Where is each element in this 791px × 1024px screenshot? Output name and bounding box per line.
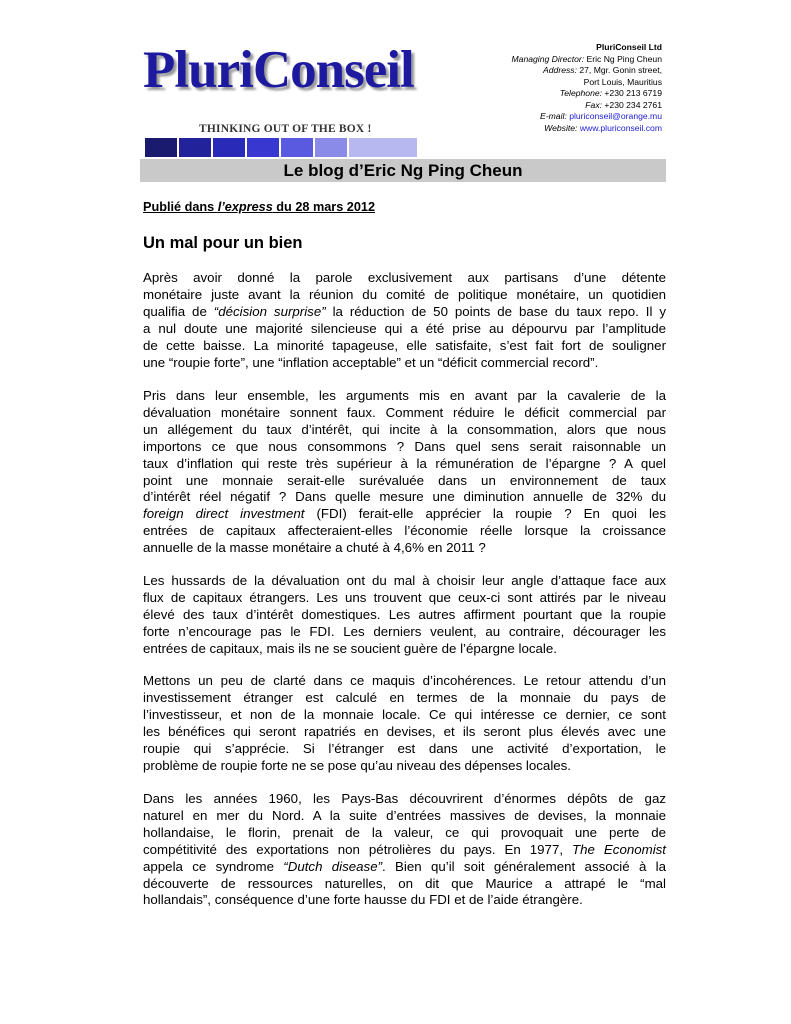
website-link[interactable]: www.pluriconseil.com <box>579 122 662 133</box>
logo-bar <box>281 138 313 157</box>
text-line: les bénéfices qui seront rapatriés en devises, et ils seront plus élevés avec une <box>143 723 666 739</box>
email-line: E-mail: pluriconseil@orange.mu <box>540 111 662 121</box>
text-line: monétaire juste avant la réunion du comité de politique monétaire, un quotidien <box>143 286 666 302</box>
publication-line: Publié dans l’express du 28 mars 2012 <box>143 200 376 214</box>
text-line: entrées de capitaux, mais ils ne se soucient guère de l’épargne locale. <box>143 640 557 656</box>
logo-bar <box>247 138 279 157</box>
text-line: importons ce que nous consommons ? Dans quel sens serait raisonnable un <box>143 438 666 454</box>
text-line: investissement étranger est calculé en termes de la monnaie du pays de <box>143 689 666 705</box>
text-line: qualifia de “décision surprise” la réduction de 50 points de base du taux repo. Il y <box>143 303 666 319</box>
address-line-2: Port Louis, Mauritius <box>583 76 662 87</box>
text-line: élevé des taux d’intérêt domestiques. Les autres affirment pourtant que la roupie <box>143 606 666 622</box>
text-line: une “roupie forte”, une “inflation acceptable” et un “déficit commercial record”. <box>143 354 599 370</box>
text-line: appela ce syndrome “Dutch disease”. Bien qu’il soit généralement associé à la <box>143 858 666 874</box>
text-line: flux de capitaux étrangers. Les uns trouvent que ceux-ci sont attirés par le niveau <box>143 589 666 605</box>
text-line: dévaluation monétaire sonnent faux. Comment réduire le déficit commercial par <box>143 404 666 420</box>
company-name: PluriConseil Ltd <box>596 42 662 52</box>
paragraph-3 <box>143 573 666 658</box>
logo-wordmark: PluriConseil <box>143 41 414 99</box>
text-line: Les hussards de la dévaluation ont du mal à choisir leur angle d’attaque face aux <box>143 573 666 588</box>
text-line: Après avoir donné la parole exclusivement aux partisans d’une détente <box>143 270 666 285</box>
telephone-line: Telephone: +230 213 6719 <box>559 88 662 98</box>
text-line: d’intérêt réel négatif ? Dans quelle mesure une diminution annuelle de 32% du <box>143 489 666 505</box>
fax-line: Fax: +230 234 2761 <box>585 99 662 110</box>
logo-bar <box>213 138 245 157</box>
text-line: Mettons un peu de clarté dans ce maquis d’incohérences. Le retour attendu d’un <box>143 673 666 688</box>
text-line: l’investisseur, et non de la monnaie locale. Ce qui intéresse ce dernier, ce sont <box>143 706 666 722</box>
logo-bar <box>315 138 347 157</box>
text-line: hollandais”, conséquence d’une forte hausse du FDI et de l’aide étrangère. <box>143 892 583 908</box>
logo-bar <box>349 138 417 157</box>
text-line: problème de roupie forte ne se pose qu’au niveau des dépenses locales. <box>143 757 572 773</box>
website-line: Website: www.pluriconseil.com <box>544 122 662 133</box>
text-line: roupie qui s’apprécie. Si l’étranger est dans une activité d’exportation, le <box>143 740 666 756</box>
text-line: naturel en mer du Nord. A la suite d’entrées massives de devises, la monnaie <box>143 807 666 823</box>
text-line: découverte de ressources naturelles, on dit que Maurice a attrapé le “mal <box>143 875 666 891</box>
paragraph-5 <box>143 791 666 909</box>
company-logo <box>143 40 433 140</box>
text-line: entrées de capitaux affecteraient-elles l’économie réelle lorsque la croissance <box>143 523 666 539</box>
text-line: a nul doute une majorité silencieuse qui a été prise au dépourvu par l’amplitude <box>143 320 666 336</box>
text-line: de cette baisse. La minorité tapageuse, elle satisfaite, s’est fait fort de souligner <box>143 337 666 353</box>
logo-bar <box>145 138 177 157</box>
text-line: forte n’encourage pas le FDI. Les derniers veulent, au contraire, décourager les <box>143 623 666 639</box>
paragraph-1 <box>143 270 666 371</box>
article-title: Un mal pour un bien <box>143 234 303 252</box>
text-line: compétitivité des exportations non pétrolières du pays. En 1977, The Economist <box>143 841 667 857</box>
contact-block <box>402 42 662 134</box>
logo-tagline: THINKING OUT OF THE BOX ! <box>199 123 372 135</box>
text-line: point une monnaie serait-elle surévaluée dans un environnement de taux <box>143 472 666 488</box>
paragraph-2 <box>143 388 666 557</box>
text-line: annuelle de la masse monétaire a chuté à 4,6% en 2011 ? <box>143 540 486 556</box>
text-line: Dans les années 1960, les Pays-Bas découvrirent d’énormes dépôts de gaz <box>143 791 666 806</box>
text-line: Pris dans leur ensemble, les arguments mis en avant par la cavalerie de la <box>143 388 666 403</box>
address-line-1: Address: 27, Mgr. Gonin street, <box>543 65 662 75</box>
paragraph-4 <box>143 673 666 774</box>
text-line: hollandaise, le florin, prenait de la valeur, ce qui provoquait une perte de <box>143 824 666 840</box>
text-line: un allégement du taux d’intérêt, qui incite à la consommation, alors que nous <box>143 421 666 437</box>
logo-bar <box>179 138 211 157</box>
managing-director-line: Managing Director: Eric Ng Ping Cheun <box>511 53 662 64</box>
text-line: foreign direct investment (FDI) ferait-elle apprécier la roupie ? En quoi les <box>143 506 666 522</box>
text-line: taux d’inflation qui reste très supérieur à la rémunération de l’épargne ? A quel <box>143 455 666 471</box>
email-link[interactable]: pluriconseil@orange.mu <box>569 111 662 121</box>
blog-title-banner: Le blog d’Eric Ng Ping Cheun <box>140 159 666 182</box>
